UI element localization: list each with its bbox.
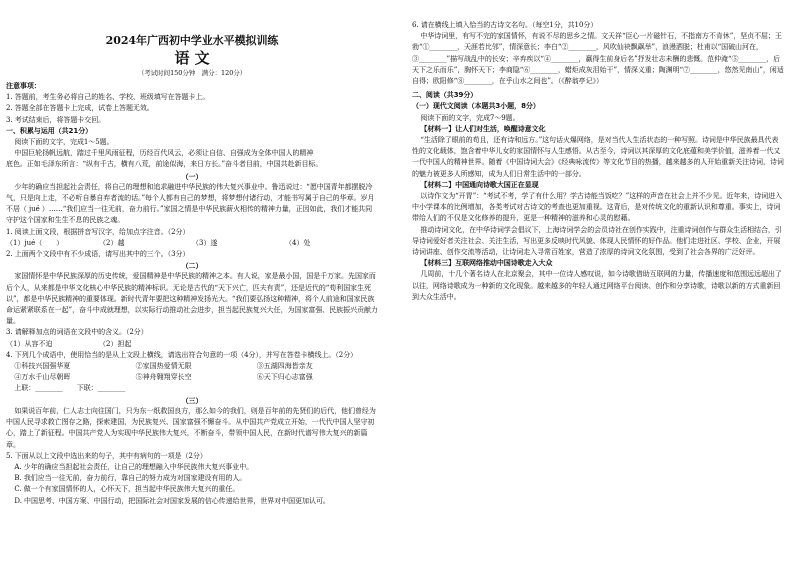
notice-item: 1. 答题前，考生务必将自己的姓名、学校、班级填写在答题卡上。 (6, 93, 210, 102)
option: （3）遂 (192, 238, 218, 247)
right-column (412, 20, 784, 303)
notice-item: 2. 答题全部在答题卡上完成，试卷上答题无效。 (6, 104, 154, 113)
material-text: 推动诗词文化，在中华诗词学会倡议下，上海诗词学会的会员诗社在创作实践中，注重诗词创作与群众生活相结合，引导诗词爱好者关注社会、关注生活，写出更多反映时代风貌、体现人民情怀的好作品。他们走进社区、学校、企业，开展诗词讲座、创作交流等活动，让诗词走入寻常百姓家，营造了浓厚的诗词文化氛围，受到了社会各界的广泛好评。 (412, 225, 782, 257)
option: （1）jué（ ） (6, 238, 64, 247)
question-4-options (6, 361, 378, 383)
question-4: 4. 下列几个成语中，使用恰当的是从上文段上横线，请选出符合句意的一项（4分），并写在答卷卡横线上。（2分） (6, 350, 358, 359)
option: A. 少年的确应当担起社会责任，让自己的理想融入中华民族伟大复兴事业中。 (14, 462, 254, 471)
option: ⑥天下归心志富强 (256, 373, 313, 382)
passage-paragraph: 少年的确应当担起社会责任，将自己的理想和追求融进中华民族的伟大复兴事业中。鲁迅说过：“愿中国青年都摆脱冷气，只是向上走，不必听自暴自弃者流的话。”每个人都有自己的梦想，将梦想付诸行动，才能书写属于自己的华章。岁月不居（ jué ）……“我们应当一往无前，奋力前行。”家国之情是中华民族薪火相传的精神力量，正因如此，我们才能共同守护这个国家和生生不息的民族之魂。 (6, 182, 375, 225)
exam-meta: （考试时间150分钟 满分：120分） (137, 69, 247, 77)
question-5: 5. 下面从以上文段中选出来的句子，其中有病句的一项是（2分） (6, 451, 207, 460)
option: B. 我们应当一往无前，奋力前行，靠自己的努力成为对国家建设有用的人。 (14, 474, 247, 483)
section-text: 中国巨轮扬帆远航，踏过千里风雨征程，历经百代风云，必须让自信、自强成为全体中国人的精神 (14, 149, 314, 158)
option: ④万水千山尽朝晖 (14, 373, 71, 382)
question-1-options (6, 238, 378, 249)
question-3-options (6, 339, 378, 350)
subsection-intro: 阅读下面的文字，完成7～9题。 (420, 113, 520, 122)
option: （4）处 (285, 238, 311, 247)
question-2: 2. 上面两个文段中有不少成语，请写出其中的三个。（3分） (6, 250, 190, 259)
section-heading: 二、阅读（共39分） (412, 91, 478, 100)
section-intro: 阅读下面的文字，完成1～5题。 (14, 138, 114, 147)
option: ①科技兴国强华夏 (14, 362, 71, 371)
material-text: 以诗作文为“开胃”：“考试不考，学了有什么用？学古诗能当饭吃？”这样的声音在社会上并不少见。近年来，诗词进入中小学课本的比例增加，各类考试对古诗文的考查也更加重视。这背后，是对传统文化的重新认识和尊重。事实上，诗词带给人们的不仅是文化修养的提升，更是一种精神的滋养和心灵的慰藉。 (412, 192, 783, 223)
option: ⑤神舟翱翔穿长空 (135, 373, 192, 382)
question-3: 3. 请解释加点的词语在文段中的含义。（2分） (6, 328, 148, 337)
notice-item: 3. 考试结束后，将答题卡交回。 (6, 115, 106, 124)
subsection-heading: （一）现代文阅读（本题共3小题，8分） (412, 102, 540, 111)
option: ②家国热爱情无限 (135, 362, 192, 371)
exam-subject: 语 文 (174, 49, 210, 67)
left-column (6, 20, 378, 507)
question-6-text: 中华诗词里，有写不完的家国情怀，有说不尽的思乡之情。文天祥“臣心一片磁针石，不指南方不肯休”，坚贞不屈；王勃“①________，天涯若比邻”，情深意长；李白“②________，风吹仙袂飘飖举”，浪漫洒脱；杜甫以“国破山河在，③________”描写战乱中的长安；辛弃疾以“④________，赢得生前身后名”抒发壮志未酬的悲慨。范仲淹“⑤________，后天下之乐而乐”，胸怀天下；李商隐“⑥________，蜡炬成灰泪始干”，情深义重；陶渊明“⑦________，悠然见南山”，闲适自得；欧阳修“⑧________，在乎山水之间也”。（《醉翁亭记》） (412, 32, 784, 86)
option: ③五湖四海皆亲友 (256, 362, 313, 371)
question-6: 6. 请在横线上填入恰当的古诗文名句。（每空1分，共10分） (412, 21, 598, 29)
material-title: 【材料二】中国通向诗歌大国正在显现 (420, 180, 539, 189)
option: （1）从容不迫 (6, 339, 53, 348)
option: （2）担起 (99, 339, 132, 348)
exam-title: 2024年广西初中学业水平模拟训练 (105, 34, 279, 47)
material-title: 【材料三】互联网络推动中国诗歌走入大众 (420, 259, 553, 268)
section-heading: 一、积累与运用（共21分） (6, 126, 93, 135)
material-text: “生活除了眼前的苟且，还有诗和远方。”这句话火爆网络，是对当代人生活状态的一种写照。诗词是中华民族最具代表性的文化载体，饱含着中华儿女的家国情怀与人生感悟。从古至今，诗词以其深厚的文化底蕴和美学价值，滋养着一代又一代中国人的精神世界。随着《中国诗词大会》《经典咏流传》等文化节目的热播，越来越多的人开始重新关注诗词，诗词的魅力被更多人所感知，成为人们日常生活中的一部分。 (412, 136, 784, 178)
option: （2）越 (99, 238, 125, 247)
material-title: 【材料一】让人们对生活，唤醒诗意文化 (420, 124, 546, 133)
question-1: 1. 阅读上面文段，根据拼音写汉字，给加点字注音。（2分） (6, 227, 190, 236)
option: D. 中国思考、中国方案、中国行动，把国际社会对国家发展的信心传递给世界，世界对中国更加认可。 (14, 496, 330, 505)
option: C. 做一个有家国情怀的人，心怀天下，担当起中华民族伟大复兴的重任。 (14, 485, 240, 494)
section-text: 底色。正如毛泽东所言：“纵有千古，横有八荒，前途似海，来日方长。”奋斗者目前，中国共赴新目标。 (6, 160, 323, 169)
answer-blank: 上联：________ 下联：________ (14, 384, 126, 393)
part-label: （三） (181, 395, 203, 405)
passage-paragraph: 家国情怀是中华民族深厚的历史传统，爱国精神是中华民族的精神之本。有人说，家是最小国，国是千万家。先国家而后个人，从来都是中华文化核心中华民族的精神标识。无论是古代的“天下兴亡，匹夫有责”，还是近代的“苟利国家生死以”，都是中华民族精神的重要体现。新时代青年要把这种精神发扬光大。“我们要弘扬这种精神，将个人前途和国家民族命运紧紧联系在一起”，奋斗中成就理想，以实际行动推动社会进步，担当起民族复兴大任，为国家富强、民族振兴贡献力量。 (6, 272, 378, 326)
passage-paragraph: 如果说百年前，仁人志士向往国门，只为东一纸救国良方，那么如今的我们，则是百年前的先贤们的后代，他们曾经为中国人民寻求救亡图存之路，探索建国，为民族复兴、国家富强不懈奋斗。从中国共产党成立开始，一代代中国人坚守初心，踏上了新征程。中国共产党人为实现中华民族伟大复兴，不断奋斗，带领中国人民，在新时代谱写伟大复兴的新篇章。 (6, 406, 376, 449)
part-label: （一） (181, 171, 203, 181)
notice-label: 注意事项： (6, 82, 41, 90)
part-label: （二） (181, 261, 203, 271)
material-text: 几周前，十几个著名诗人在北京聚会，其中一位诗人感叹说，如今诗歌借助互联网的力量，传播速度和范围远远超出了以往，网络诗歌成为一种新的文化现象。越来越多的年轻人通过网络平台阅读、创作和分享诗歌，诗歌以新的方式重新回到大众生活中。 (412, 270, 782, 301)
